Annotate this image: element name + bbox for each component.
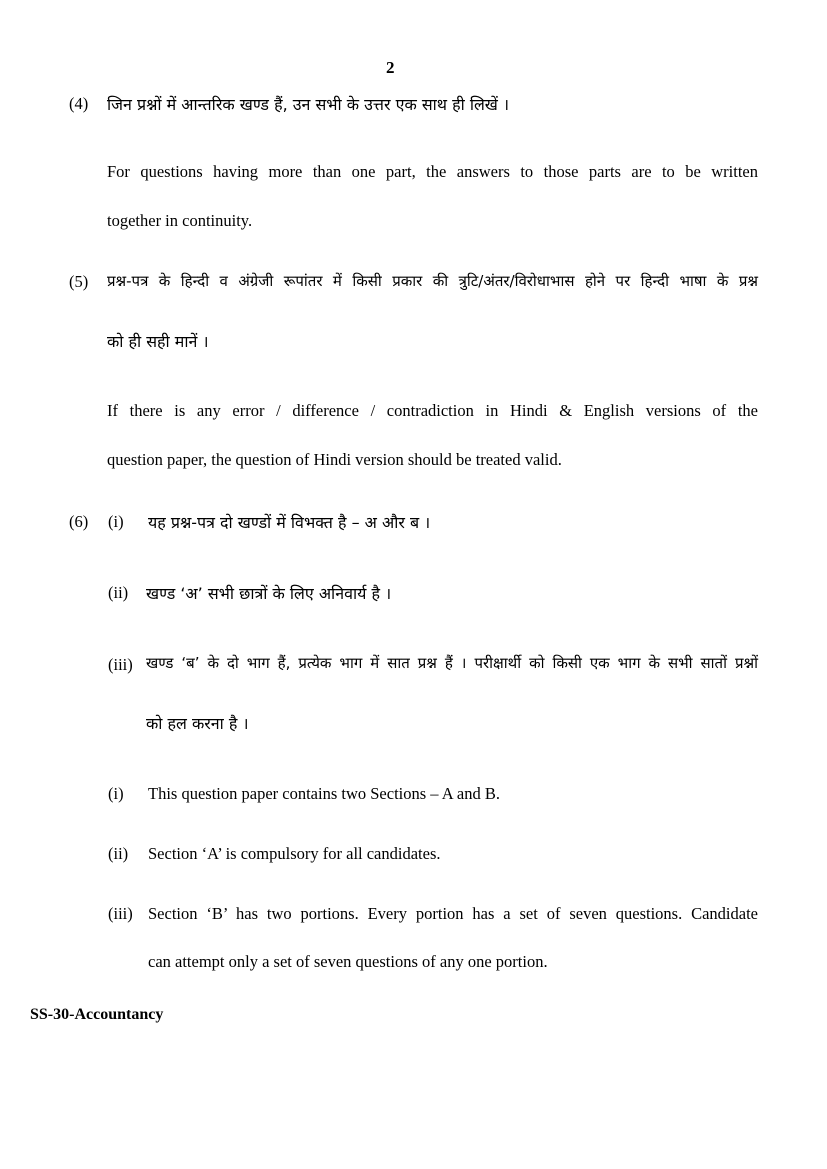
item-6-english-i-number: (i) bbox=[108, 784, 124, 803]
item-6-hindi-ii-number: (ii) bbox=[108, 583, 129, 602]
item-6-hindi-iii-number: (iii) bbox=[108, 655, 133, 674]
item-6-english-ii-text: Section ‘A’ is compulsory for all candidates. bbox=[148, 844, 441, 863]
footer-paper-code: SS-30-Accountancy bbox=[30, 1006, 164, 1023]
item-6-hindi-iii-line1: खण्ड ‘ब’ के दो भाग हैं, प्रत्येक भाग में सात प्रश्न हैं । परीक्षार्थी को किसी एक भाग के सभी सातों प्रश्नों bbox=[146, 654, 758, 672]
item-6-english-iii-line1: Section ‘B’ has two portions. Every portion has a set of seven questions. Candidate bbox=[148, 904, 758, 923]
item-6-english-ii-number: (ii) bbox=[108, 844, 129, 863]
item-4-english-line1: For questions having more than one part, the answers to those parts are to be written bbox=[107, 162, 758, 181]
item-6-hindi-i-number: (i) bbox=[108, 512, 124, 531]
item-4-hindi: जिन प्रश्नों में आन्तरिक खण्ड हैं, उन सभी के उत्तर एक साथ ही लिखें । bbox=[107, 95, 510, 114]
item-5-english-line2: question paper, the question of Hindi version should be treated valid. bbox=[107, 450, 562, 469]
item-5-english-line1: If there is any error / difference / contradiction in Hindi & English versions of the bbox=[107, 401, 758, 420]
item-5-hindi-line1: प्रश्न-पत्र के हिन्दी व अंग्रेजी रूपांतर में किसी प्रकार की त्रुटि/अंतर/विरोधाभास होने पर हिन्दी भाषा के प्रश्न bbox=[107, 272, 758, 290]
item-6-english-iii-line2: can attempt only a set of seven questions of any one portion. bbox=[148, 952, 548, 971]
item-6-hindi-ii-text: खण्ड ‘अ’ सभी छात्रों के लिए अनिवार्य है । bbox=[146, 584, 392, 603]
item-5-number: (5) bbox=[69, 272, 89, 291]
page-number: 2 bbox=[386, 58, 395, 77]
item-6-english-i-text: This question paper contains two Sections – A and B. bbox=[148, 784, 500, 803]
item-6-hindi-iii-line2: को हल करना है । bbox=[146, 714, 249, 733]
item-6-english-iii-number: (iii) bbox=[108, 904, 133, 923]
item-6-number: (6) bbox=[69, 512, 89, 531]
item-4-number: (4) bbox=[69, 94, 89, 113]
item-4-english-line2: together in continuity. bbox=[107, 211, 253, 230]
item-5-hindi-line2: को ही सही मानें । bbox=[107, 332, 209, 351]
item-6-hindi-i-text: यह प्रश्न-पत्र दो खण्डों में विभक्त है – अ और ब । bbox=[148, 513, 431, 532]
